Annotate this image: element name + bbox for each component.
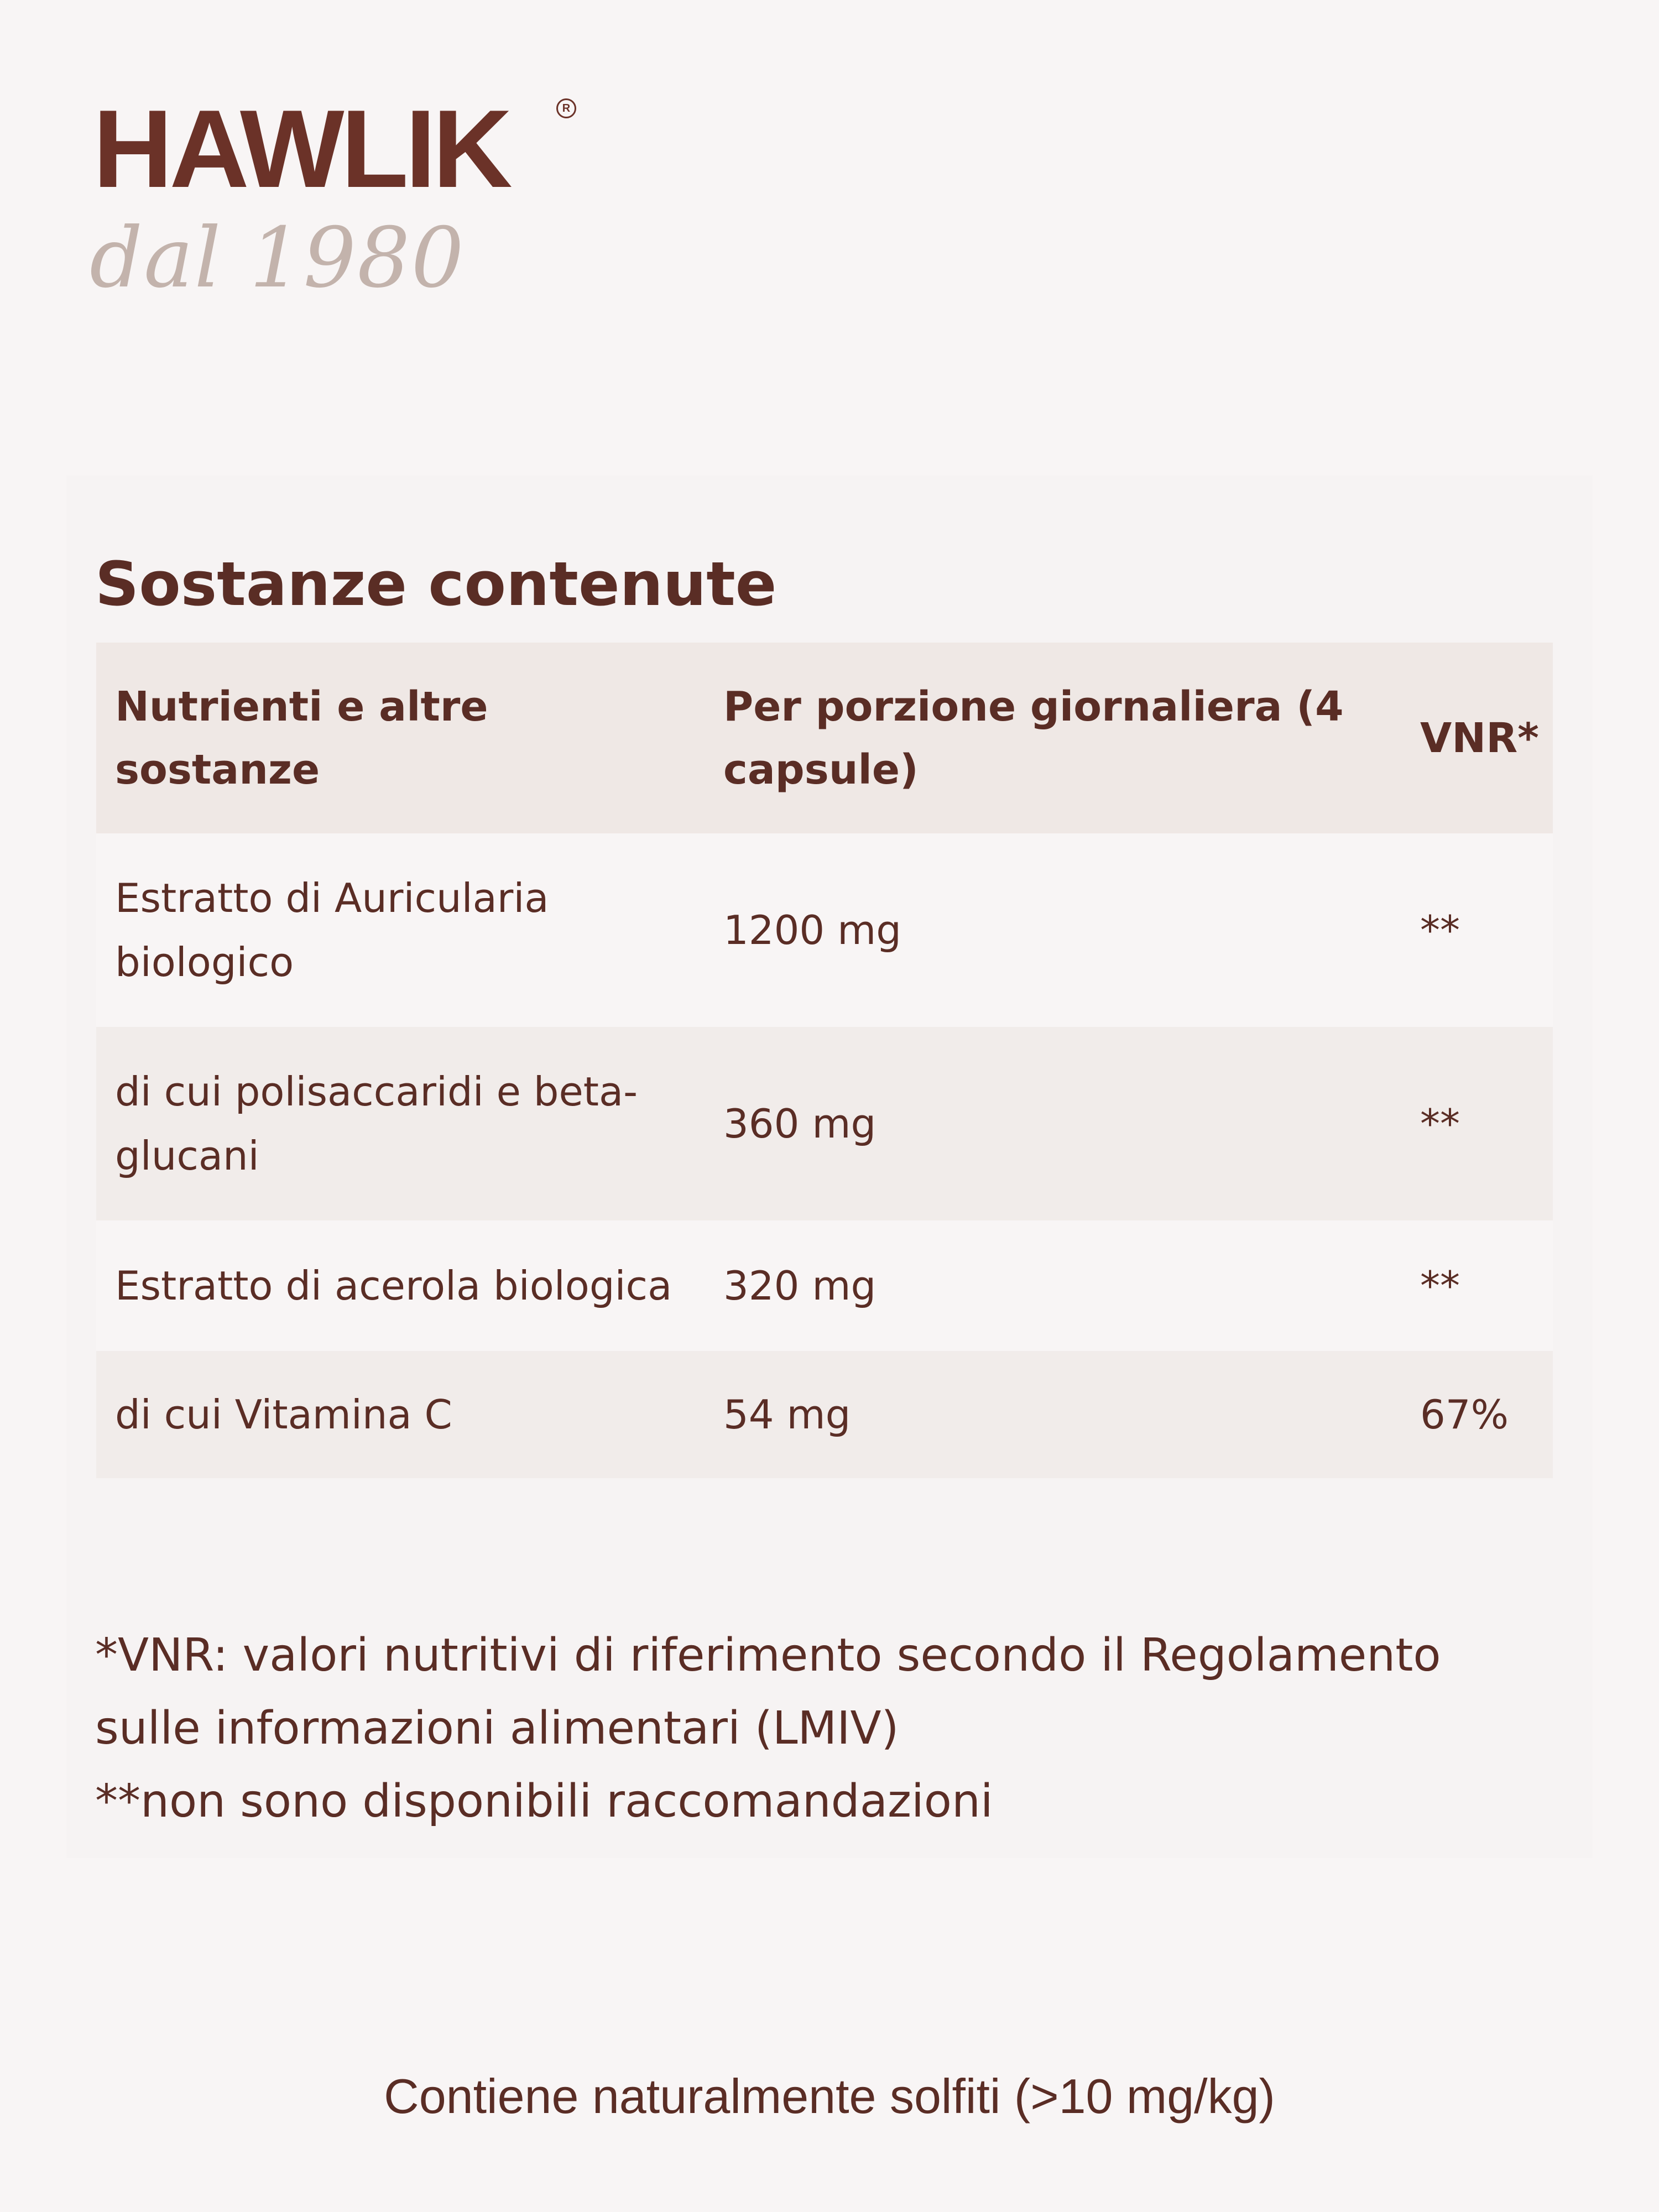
table-row (96, 1351, 1553, 1478)
sulfites-note: Contiene naturalmente solfiti (>10 mg/kg) (384, 2069, 1275, 2124)
header-daily-portion: Per porzione giornaliera (4 capsule) (705, 643, 1401, 833)
table-row (96, 1027, 1553, 1220)
table-row (96, 833, 1553, 1027)
footnote-vnr: *VNR: valori nutritivi di riferimento secondo il Regolamento sulle informazioni alimentari (LMIV) (95, 1629, 1441, 1755)
table-header-row (96, 643, 1553, 833)
header-vnr: VNR* (1401, 643, 1553, 833)
nutrition-table (96, 643, 1553, 1478)
amount-cell: 320 mg (705, 1220, 1401, 1351)
vnr-cell: ** (1401, 833, 1553, 1027)
nutrient-cell: di cui polisaccaridi e beta-glucani (96, 1027, 705, 1220)
brand-logo: HAWLIK (93, 87, 509, 211)
footnotes (95, 1619, 1555, 1838)
vnr-cell: 67% (1401, 1351, 1553, 1478)
nutrient-cell: Estratto di acerola biologica (96, 1220, 705, 1351)
vnr-cell: ** (1401, 1220, 1553, 1351)
amount-cell: 54 mg (705, 1351, 1401, 1478)
table-row (96, 1220, 1553, 1351)
nutrient-cell: Estratto di Auricularia biologico (96, 833, 705, 1027)
nutrient-cell: di cui Vitamina C (96, 1351, 705, 1478)
amount-cell: 1200 mg (705, 833, 1401, 1027)
amount-cell: 360 mg (705, 1027, 1401, 1220)
registered-mark-icon: R (556, 98, 576, 118)
header-nutrients: Nutrienti e altre sostanze (96, 643, 705, 833)
footnote-no-recommendation: **non sono disponibili raccomandazioni (95, 1775, 993, 1828)
vnr-cell: ** (1401, 1027, 1553, 1220)
brand-tagline: dal 1980 (90, 210, 465, 306)
section-title: Sostanze contenute (95, 549, 777, 620)
